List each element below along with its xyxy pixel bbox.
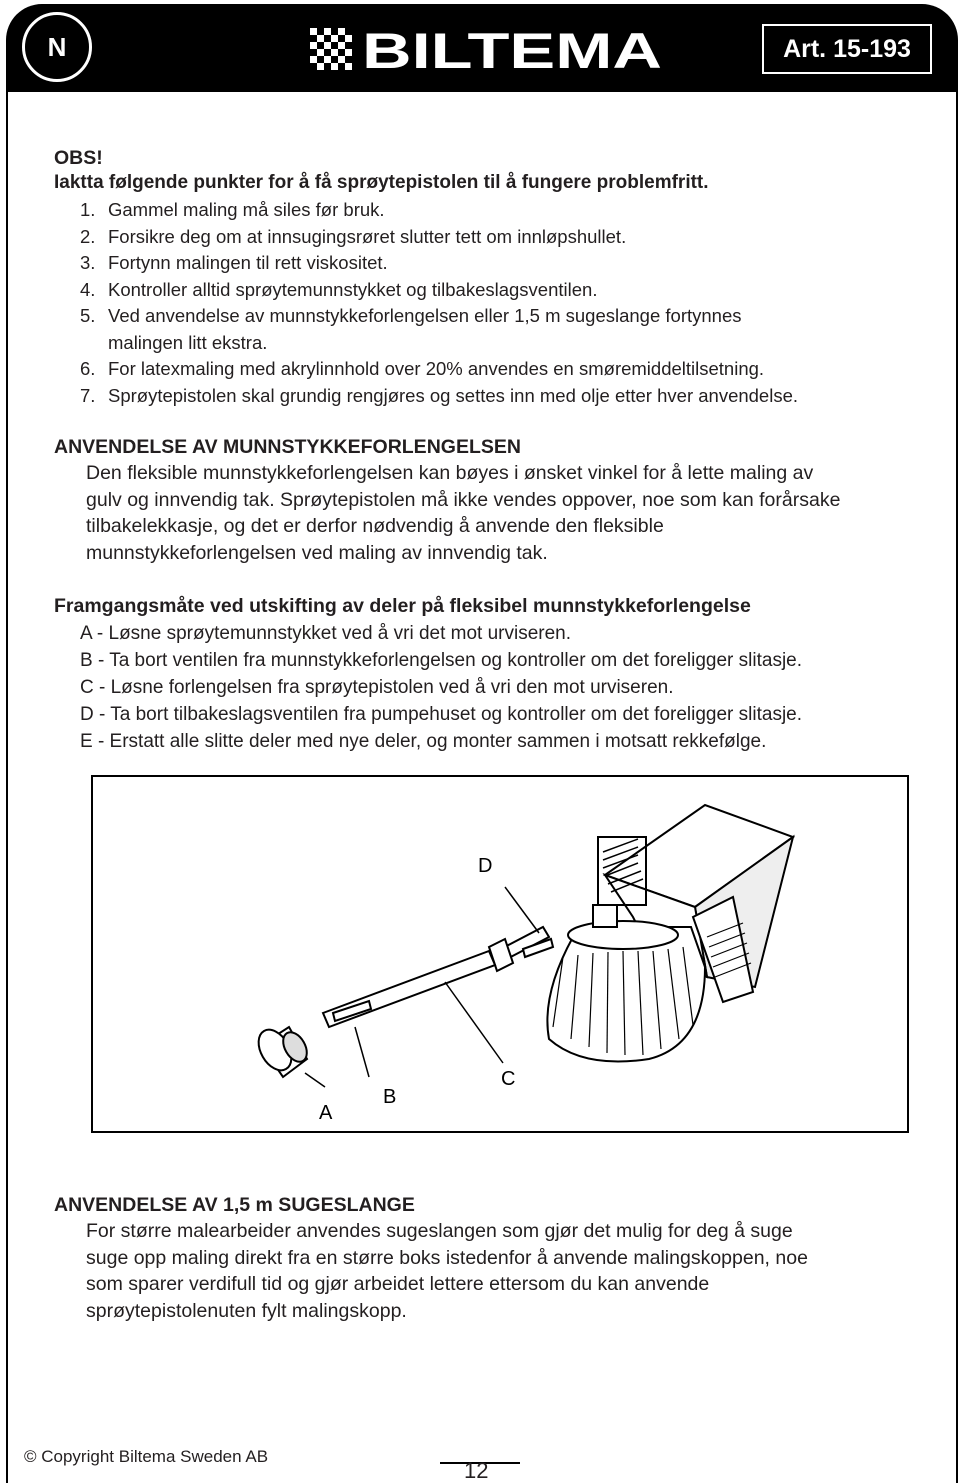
step-item: E - Erstatt alle slitte deler med nye deler, og monter sammen i motsatt rekkefølge. [80,731,767,752]
list-item: 3. Fortynn malingen til rett viskositet. [80,252,388,273]
text-line: tilbakelekkasje, og det er derfor nødvendig å anvende den fleksible [86,515,664,538]
hose-heading: ANVENDELSE AV 1,5 m SUGESLANGE [54,1194,415,1216]
text-line: For større malearbeider anvendes sugeslangen som gjør det mulig for deg å suge [86,1220,793,1242]
exploded-view-figure [91,775,909,1133]
page-number: 12 [464,1458,489,1483]
procedure-steps [80,620,802,755]
article-number: Art. 15-193 [762,24,932,74]
step-item: D - Ta bort tilbakeslagsventilen fra pumpehuset og kontroller om det foreligger slitasje. [80,704,803,725]
list-item: 1. Gammel maling må siles før bruk. [80,199,385,220]
label-b: B [383,1086,397,1108]
step-item: B - Ta bort ventilen fra munnstykkeforlengelsen og kontroller om det foreligger slitasje. [80,650,803,671]
procedure-heading: Framgangsmåte ved utskifting av deler på fleksibel munnstykkeforlengelse [54,595,751,617]
spray-gun-drawing [93,777,907,1131]
step-item: A - Løsne sprøytemunnstykket ved å vri det mot urviseren. [80,623,572,644]
step-item: C - Løsne forlengelsen fra sprøytepistolen ved å vri den mot urviseren. [80,677,674,698]
biltema-logo [304,22,668,74]
list-item-continuation: malingen litt ekstra. [108,331,268,353]
label-a: A [319,1102,333,1124]
copyright-text: © Copyright Biltema Sweden AB [24,1447,269,1466]
extension-body [86,460,840,567]
notice-list [80,197,798,409]
text-line: sprøytepistolenuten fylt malingskopp. [86,1300,407,1323]
label-d: D [478,855,493,877]
brand-text: BILTEMA [362,23,662,74]
text-line: gulv og innvendig tak. Sprøytepistolen må ikke vendes oppover, noe som kan forårsake [86,488,841,511]
extension-heading: ANVENDELSE AV MUNNSTYKKEFORLENGELSEN [54,436,521,458]
header-bar [6,4,958,92]
list-item: 5. Ved anvendelse av munnstykkeforlengelsen eller 1,5 m sugeslange fortynnes [80,305,742,326]
hose-body [86,1218,808,1325]
text-line: suge opp maling direkt fra en større boks istedenfor å anvende malingskoppen, noe [86,1246,808,1269]
text-line: munnstykkeforlengelsen ved maling av innvendig tak. [86,542,548,565]
text-line: Den fleksible munnstykkeforlengelsen kan bøyes i ønsket vinkel for å lette maling av [86,462,814,484]
list-item: 6. For latexmaling med akrylinnhold over 20% anvendes en smøremiddeltilsetning. [80,358,765,379]
language-badge: N [22,12,92,82]
text-line: som sparer verdifull tid og gjør arbeidet lettere ettersom du kan anvende [86,1273,710,1296]
notice-intro: Iaktta følgende punkter for å få sprøytepistolen til å fungere problemfritt. [54,172,709,193]
list-item: 2. Forsikre deg om at innsugingsrøret slutter tett om innløpshullet. [80,225,627,247]
notice-title: OBS! [54,147,103,169]
list-item: 4. Kontroller alltid sprøytemunnstykket og tilbakeslagsventilen. [80,278,598,300]
label-c: C [501,1068,516,1090]
list-item: 7. Sprøytepistolen skal grundig rengjøres og settes inn med olje etter hver anvendelse. [80,384,799,406]
